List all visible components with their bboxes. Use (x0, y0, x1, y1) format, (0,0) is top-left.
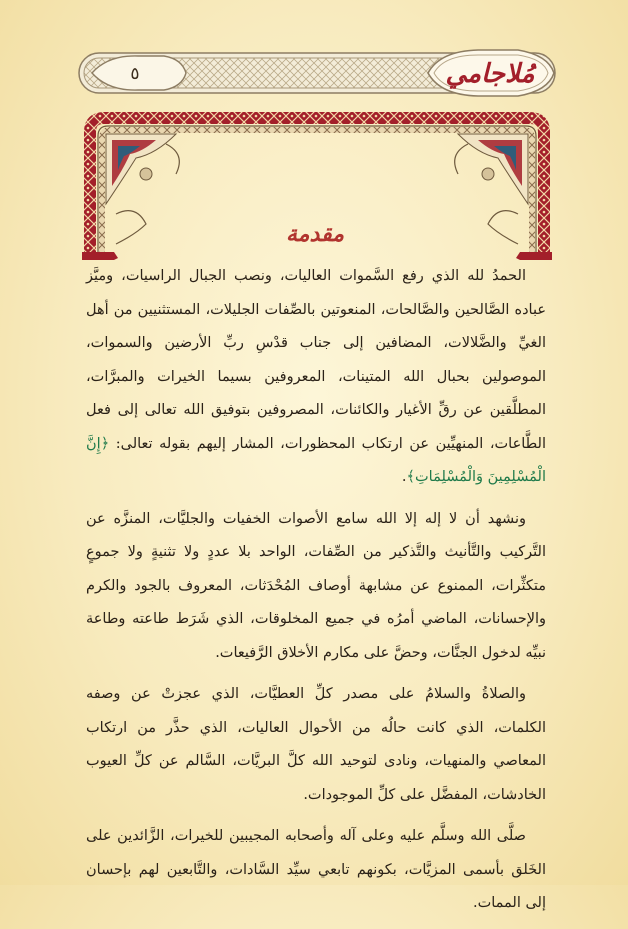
quran-brace-open: ﴿ (100, 435, 110, 452)
quran-verse: إِنَّ الْمُسْلِمِينَ وَالْمُسْلِمَاتِ (86, 435, 546, 485)
page-number: ٥ (130, 64, 140, 84)
section-title: مقدمة (285, 221, 345, 247)
paragraph: والصلاةُ والسلامُ على مصدر كلِّ العطيَّات، الذي عجزتْ عن وصفه الكلمات، الذي كانت حالُه من الأحوال العاليات، الذي حذَّر من ارتكاب المعاصي والمنهيات، ونادى لتوحيد الله كلَّ البريَّات، السَّالم عن كلِّ العيوب الخادشات، المفضَّل على كلِّ الموجودات. (86, 686, 546, 803)
book-title-logo: مُلاجامي (445, 59, 535, 89)
paragraph-text: . (401, 469, 407, 485)
paragraph: ونشهد أن لا إله إلا الله سامع الأصوات الخفيات والجليَّات، المنزَّه عن التَّركيب والتَّأنيث والتَّذكير من الصِّفات، الواحد بلا عددٍ ولا تثنيةٍ ولا جموعٍ متكثِّرات، الممنوع عن مشابهة أوصاف المُحْدَثات، المعروف بالجود والكرم والإحسانات، الماضي أمرُه في جميع المخلوقات، الذي شَرَط طاعته وطاعة نبيِّه لدخول الجنَّات، وحضَّ على مكارم الأخلاق الرَّفيعات. (86, 510, 546, 661)
body-text (86, 260, 546, 929)
paragraph-text: الحمدُ لله الذي رفع السَّموات العاليات، ونصب الجبال الراسيات، وميَّز عباده الصَّالحين والصَّالحات، المنعوتين بالصِّفات الجليلات، المستثنيين من أهل الغيِّ والضَّلالات، المضافين إلى جناب قدْسِ ربِّ الأرضين والسموات، الموصولين بحبال الله المتينات، المعروفين بسيما الخيرات والمبرَّات، المطلَّقين عن رقِّ الأغيار والكائنات، المصروفين بتوفيق الله تعالى إلى فعل الطَّاعات، المنهيِّين عن ارتكاب المحظورات، المشار إليهم بقوله تعالى: (86, 268, 546, 452)
quran-brace-close: ﴾ (406, 469, 415, 485)
paragraph (86, 260, 546, 495)
paragraph: صلَّى الله وسلَّم عليه وعلى آله وأصحابه المجيبين للخيرات، الزَّائدين على الخَلق بأسمى المزيَّات، بكونهم تابعي سيِّد السَّادات، والتَّابعين لهم بإحسان إلى الممات. (86, 828, 546, 911)
